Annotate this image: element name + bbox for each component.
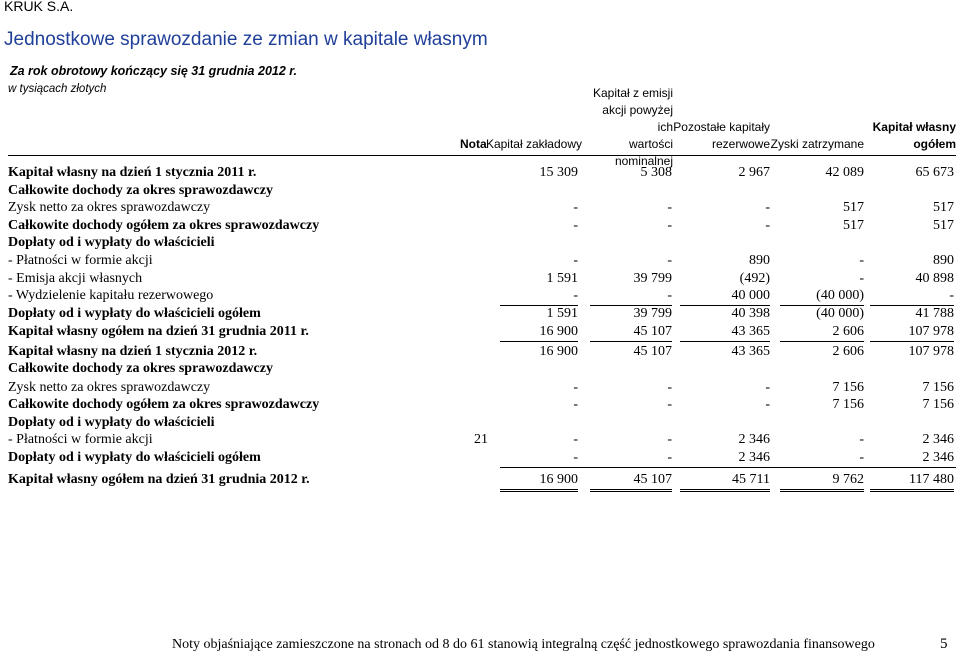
share-capital-value: 16 900 [500,323,578,342]
other-reserves-value: 890 [749,253,770,268]
row-label: Zysk netto za okres sprawozdawczy [8,200,211,215]
row-label: - Wydzielenie kapitału rezerwowego [8,288,214,303]
total-equity-value: 40 898 [915,271,954,286]
retained-earnings-value: 9 762 [780,471,864,492]
share-capital-value: - [573,450,578,465]
share-capital-value: 16 900 [539,344,578,359]
other-reserves-value: 2 346 [738,450,770,465]
table-row [0,270,960,288]
total-equity-value: 517 [933,218,954,233]
header-total-equity-line: ogółem [913,137,956,151]
total-equity-value: 41 788 [915,306,954,321]
share-capital-value: - [573,253,578,268]
header-other-reserves-line: Pozostałe kapitały [673,120,770,134]
row-label: Dopłaty od i wypłaty do właścicieli [8,235,215,250]
period-label: Za rok obrotowy kończący się 31 grudnia 2012 r. [10,64,297,78]
other-reserves-value: - [765,218,770,233]
share-premium-value: - [667,432,672,447]
share-capital-value: - [573,432,578,447]
other-reserves-value: (492) [739,271,770,286]
row-label: - Płatności w formie akcji [8,432,153,447]
row-label: Całkowite dochody za okres sprawozdawczy [8,361,273,376]
other-reserves-value: 2 967 [738,165,770,180]
share-capital-value: 16 900 [500,471,578,492]
row-label: Kapitał własny na dzień 1 stycznia 2011 r. [8,165,257,180]
retained-earnings-value: - [859,450,864,465]
header-share-premium-line: Kapitał z emisji [592,86,673,100]
share-premium-value: 45 107 [590,323,672,342]
table-row [0,471,960,489]
table-row [0,449,960,467]
total-equity-value: 2 346 [922,450,954,465]
retained-earnings-value: 517 [843,200,864,215]
retained-earnings-value: 2 606 [780,323,864,342]
table-row [0,287,960,305]
table-row [0,252,960,270]
table-row [0,431,960,449]
share-premium-value: 45 107 [633,344,672,359]
row-label: Dopłaty od i wypłaty do właścicieli [8,415,215,430]
share-premium-value: 5 308 [640,165,672,180]
row-label: - Płatności w formie akcji [8,253,153,268]
row-label: Całkowite dochody ogółem za okres sprawozdawczy [8,218,320,233]
footer-note: Noty objaśniające zamieszczone na stronach od 8 do 61 stanowią integralną część jednostkowego sprawozdania finansowego [172,637,875,652]
unit-label: w tysiącach złotych [8,83,107,95]
total-equity-value: - [870,287,954,306]
row-label: Dopłaty od i wypłaty do właścicieli ogółem [8,450,261,465]
total-equity-value: 107 978 [870,323,954,342]
company-name: KRUK S.A. [4,0,74,14]
note-reference: 21 [474,432,488,447]
retained-earnings-value: 42 089 [825,165,864,180]
share-capital-value: - [573,380,578,395]
table-row [0,164,960,182]
header-share-premium-line: wartości [628,137,673,151]
table-row [0,234,960,252]
total-equity-value: 517 [933,200,954,215]
share-capital-value: 1 591 [546,306,578,321]
row-label: Kapitał własny ogółem na dzień 31 grudnia 2011 r. [8,324,309,339]
page-title: Jednostkowe sprawozdanie ze zmian w kapitale własnym [4,29,488,50]
header-share-premium-line: nominalnej [614,154,673,168]
table-row [0,360,960,378]
page-number: 5 [940,636,948,652]
other-reserves-value: - [765,397,770,412]
retained-earnings-value: 517 [843,218,864,233]
other-reserves-value: - [765,200,770,215]
header-retained-earnings: Zyski zatrzymane [770,137,864,151]
share-premium-value: - [667,397,672,412]
retained-earnings-value: 2 606 [832,344,864,359]
share-premium-value: - [667,253,672,268]
table-row [0,323,960,341]
retained-earnings-value: - [859,432,864,447]
table-row [0,343,960,361]
other-reserves-value: 40 000 [680,287,770,306]
row-label: Kapitał własny ogółem na dzień 31 grudnia 2012 r. [8,472,310,487]
table-row [0,217,960,235]
header-share-premium-line: akcji powyżej ich [602,103,673,134]
total-equity-value: 7 156 [922,397,954,412]
row-label: Kapitał własny na dzień 1 stycznia 2012 r. [8,344,258,359]
row-label: - Emisja akcji własnych [8,271,143,286]
table-row [0,414,960,432]
other-reserves-value: 45 711 [680,471,770,492]
table-row [0,379,960,397]
share-capital-value: - [573,397,578,412]
share-premium-value: 45 107 [590,471,672,492]
header-share-premium [590,85,673,170]
share-premium-value: 39 799 [633,271,672,286]
share-capital-value: - [573,200,578,215]
other-reserves-value: 43 365 [680,323,770,342]
share-premium-value: - [667,218,672,233]
other-reserves-value: - [765,380,770,395]
row-label: Całkowite dochody ogółem za okres sprawozdawczy [8,397,320,412]
table-row [0,396,960,414]
table-row [0,199,960,217]
total-equity-value: 2 346 [922,432,954,447]
row-label: Zysk netto za okres sprawozdawczy [8,380,211,395]
total-equity-value: 7 156 [922,380,954,395]
retained-earnings-value: (40 000) [780,287,864,306]
share-capital-value: 15 309 [539,165,578,180]
other-reserves-value: 2 346 [738,432,770,447]
share-premium-value: - [667,450,672,465]
total-equity-value: 117 480 [870,471,954,492]
header-nota: Nota [460,137,487,151]
share-premium-value: - [667,380,672,395]
share-premium-value: - [590,287,672,306]
row-label: Dopłaty od i wypłaty do właścicieli ogółem [8,306,261,321]
retained-earnings-value: 7 156 [832,397,864,412]
retained-earnings-value: (40 000) [816,306,864,321]
other-reserves-value: 40 398 [731,306,770,321]
table-row [0,305,960,323]
header-rule [8,155,956,156]
share-premium-value: - [667,200,672,215]
retained-earnings-value: - [859,253,864,268]
total-equity-value: 890 [933,253,954,268]
header-share-capital: Kapitał zakładowy [485,137,582,151]
retained-earnings-value: 7 156 [832,380,864,395]
header-other-reserves-line: rezerwowe [711,137,770,151]
header-total-equity-line: Kapitał własny [872,120,956,134]
share-capital-value: - [573,218,578,233]
header-total-equity [860,119,956,153]
total-equity-value: 65 673 [915,165,954,180]
header-other-reserves [670,119,770,153]
table-row [0,182,960,200]
other-reserves-value: 43 365 [731,344,770,359]
share-premium-value: 39 799 [633,306,672,321]
total-equity-value: 107 978 [908,344,954,359]
total-rule [500,467,956,468]
row-label: Całkowite dochody za okres sprawozdawczy [8,183,273,198]
share-capital-value: 1 591 [546,271,578,286]
share-capital-value: - [500,287,578,306]
retained-earnings-value: - [859,271,864,286]
